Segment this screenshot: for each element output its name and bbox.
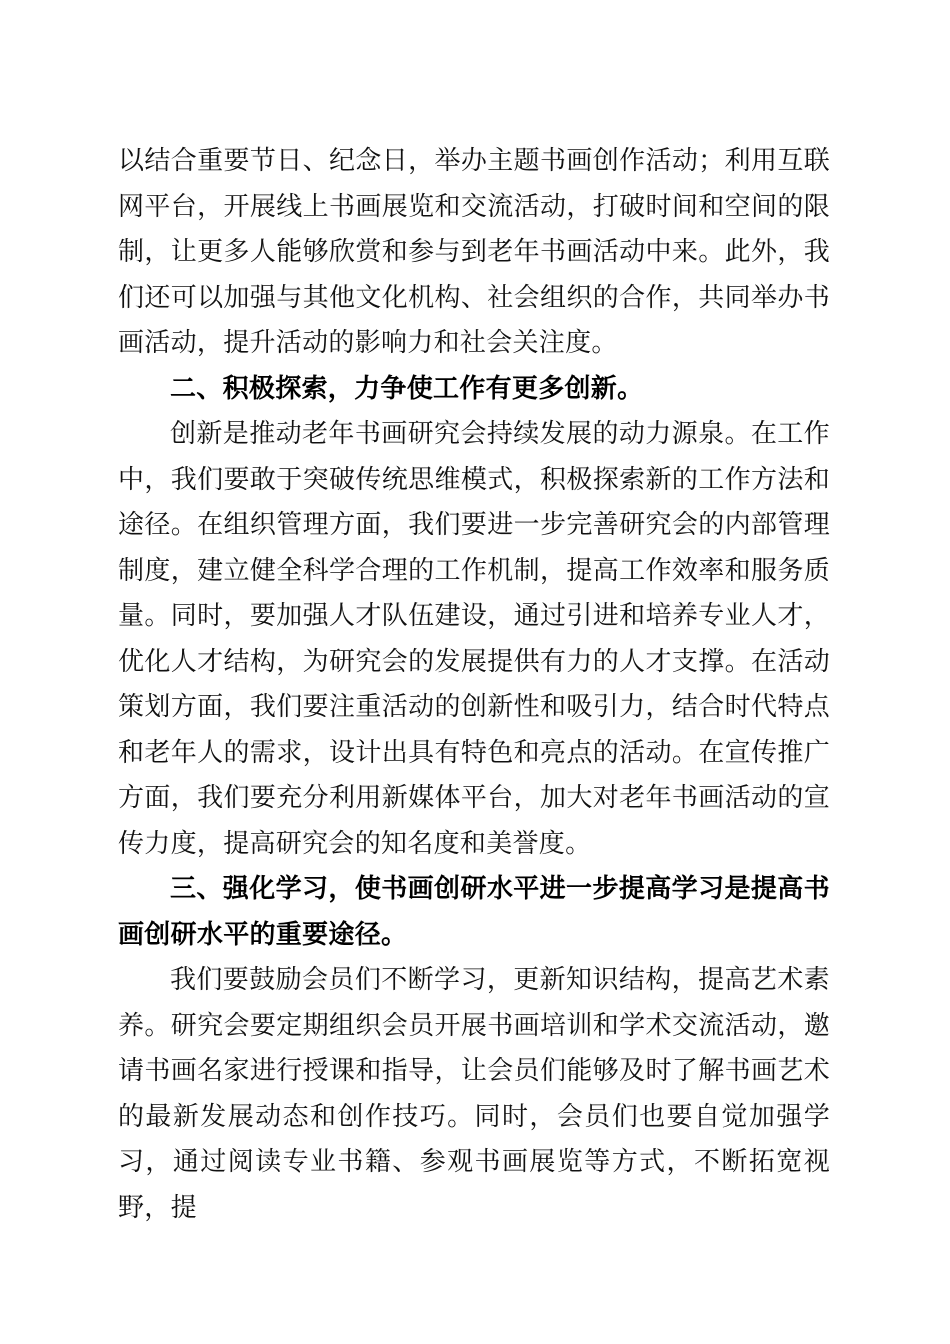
section-heading-two: 二、积极探索，力争使工作有更多创新。 [170, 373, 644, 404]
document-body [118, 139, 830, 1231]
paragraph-continuation: 以结合重要节日、纪念日，举办主题书画创作活动；利用互联网平台，开展线上书画展览和交流活动，打破时间和空间的限制，让更多人能够欣赏和参与到老年书画活动中来。此外，我们还可以加强与其他文化机构、社会组织的合作，共同举办书画活动，提升活动的影响力和社会关注度。 [118, 146, 830, 358]
paragraph-innovation: 创新是推动老年书画研究会持续发展的动力源泉。在工作中，我们要敢于突破传统思维模式，积极探索新的工作方法和途径。在组织管理方面，我们要进一步完善研究会的内部管理制度，建立健全科学合理的工作机制，提高工作效率和服务质量。同时，要加强人才队伍建设，通过引进和培养专业人才，优化人才结构，为研究会的发展提供有力的人才支撑。在活动策划方面，我们要注重活动的创新性和吸引力，结合时代特点和老年人的需求，设计出具有特色和亮点的活动。在宣传推广方面，我们要充分利用新媒体平台，加大对老年书画活动的宣传力度，提高研究会的知名度和美誉度。 [118, 419, 830, 859]
section-heading-three: 三、强化学习，使书画创研水平进一步提高学习是提高书画创研水平的重要途径。 [118, 874, 830, 950]
paragraph-learning: 我们要鼓励会员们不断学习，更新知识结构，提高艺术素养。研究会要定期组织会员开展书画培训和学术交流活动，邀请书画名家进行授课和指导，让会员们能够及时了解书画艺术的最新发展动态和创作技巧。同时，会员们也要自觉加强学习，通过阅读专业书籍、参观书画展览等方式，不断拓宽视野，提 [118, 965, 830, 1223]
